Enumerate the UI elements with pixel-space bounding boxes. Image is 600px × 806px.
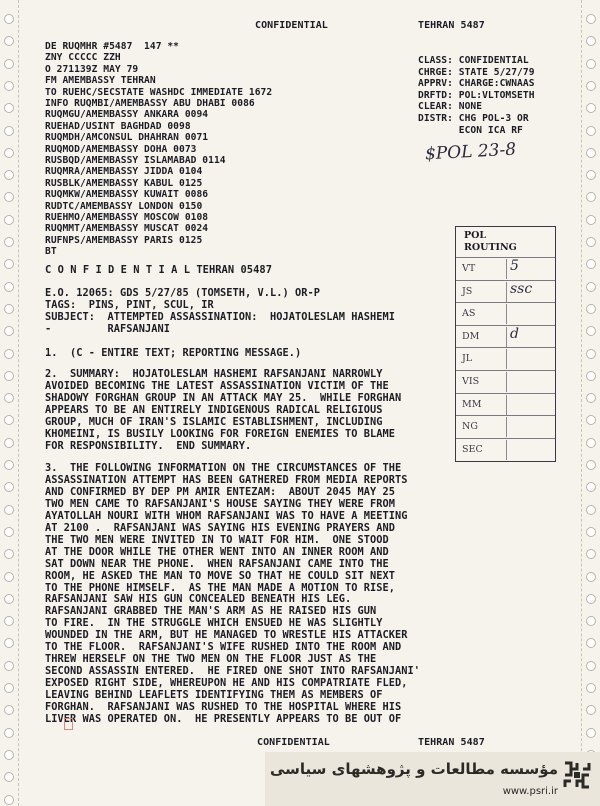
header-reference: TEHRAN 5487: [418, 20, 485, 31]
feed-hole: [4, 705, 14, 715]
paragraph-line: TO FIRE. IN THE STRUGGLE WHICH ENSUED HE WAS SLIGHTLY: [45, 617, 383, 630]
feed-hole: [4, 103, 14, 113]
feed-hole: [586, 460, 596, 470]
routing-row: [456, 415, 555, 438]
feed-hole: [586, 326, 596, 336]
paragraph-line: KHOMEINI, IS BUSILY LOOKING FOR FOREIGN ENEMIES TO BLAME: [45, 428, 395, 440]
metadata-line: CLEAR: NONE: [418, 101, 483, 113]
paragraph-line: FOR RESPONSIBILITY. END SUMMARY.: [45, 440, 252, 452]
paragraph-line: AYATOLLAH NOURI WITH WHOM RAFSANJANI WAS TO HAVE A MEETING: [45, 509, 408, 522]
eo-line: - RAFSANJANI: [45, 323, 170, 335]
feed-hole: [4, 304, 14, 314]
routing-line: RUSBQD/AMEMBASSY ISLAMABAD 0114: [45, 155, 226, 166]
feed-hole: [586, 36, 596, 46]
paragraph-line: RAFSANJANI GRABBED THE MAN'S ARM AS HE RAISED HIS GUN: [45, 605, 377, 618]
perforation-left: [18, 0, 19, 806]
routing-code: NG: [459, 417, 507, 437]
routing-line: RUEHAD/USINT BAGHDAD 0098: [45, 120, 191, 132]
paragraph-1: 1. (C - ENTIRE TEXT; REPORTING MESSAGE.): [45, 347, 302, 359]
routing-line: RUQMGU/AMEMBASSY ANKARA 0094: [45, 109, 209, 121]
routing-line: RUDTC/AMEMBASSY LONDON 0150: [45, 200, 203, 212]
feed-hole: [4, 393, 14, 403]
metadata-line: DISTR: CHG POL-3 OR: [418, 113, 529, 124]
feed-hole: [4, 505, 14, 515]
feed-hole: [4, 750, 14, 760]
footer-reference: TEHRAN 5487: [418, 737, 485, 748]
routing-line: BT: [45, 246, 57, 258]
feed-hole: [4, 772, 14, 782]
feed-hole: [4, 661, 14, 671]
classification-line: C O N F I D E N T I A L TEHRAN 05487: [45, 264, 273, 276]
feed-hole: [4, 683, 14, 693]
feed-hole: [4, 795, 14, 805]
feed-hole: [586, 14, 596, 24]
paragraph-line: AND CONFIRMED BY DEP PM AMIR ENTEZAM: ABOUT 2045 MAY 25: [45, 485, 395, 498]
feed-hole: [586, 527, 596, 537]
feed-hole: [586, 126, 596, 136]
paragraph-line: AVOIDED BECOMING THE LATEST ASSASSINATION VICTIM OF THE: [45, 380, 389, 392]
feed-hole: [4, 81, 14, 91]
routing-line: RUEHMO/AMEMBASSY MOSCOW 0108: [45, 212, 209, 223]
routing-line: O 271139Z MAY 79: [45, 63, 139, 75]
header-classification: CONFIDENTIAL: [255, 20, 328, 31]
routing-line: RUSBLK/AMEMBASSY KABUL 0125: [45, 177, 203, 189]
paragraph-line: FORGHAN. RAFSANJANI WAS RUSHED TO THE HOSPITAL WHERE HIS: [45, 701, 402, 713]
perforation-right: [581, 0, 582, 806]
routing-initial-mark: 5: [510, 258, 519, 274]
paragraph-line: TO THE FLOOR. RAFSANJANI'S WIFE RUSHED INTO THE ROOM AND: [45, 641, 402, 654]
feed-hole: [586, 215, 596, 225]
paragraph-line: 2. SUMMARY: HOJATOLESLAM HASHEMI RAFSANJANI NARROWLY: [45, 368, 383, 380]
red-mark: [64, 718, 73, 730]
feed-hole: [586, 638, 596, 648]
pol-routing-box: [455, 226, 556, 462]
feed-hole: [4, 126, 14, 136]
feed-hole: [586, 482, 596, 492]
routing-code: MM: [459, 395, 507, 415]
routing-line: FM AMEMBASSY TEHRAN: [45, 75, 156, 87]
metadata-line: CHRGE: STATE 5/27/79: [418, 66, 535, 78]
routing-line: RUQMDH/AMCONSUL DHAHRAN 0071: [45, 132, 209, 144]
routing-row: [456, 370, 555, 393]
routing-box-title: POL ROUTING: [464, 230, 517, 253]
feed-holes-left: [2, 0, 16, 806]
feed-hole: [586, 371, 596, 381]
paragraph-line: SHADOWY FORGHAN GROUP IN AN ATTACK MAY 25. WHILE FORGHAN: [45, 392, 402, 404]
metadata-line: DRFTD: POL:VLTOMSETH: [418, 89, 535, 101]
feed-hole: [4, 237, 14, 247]
feed-hole: [586, 148, 596, 158]
paragraph-line: AT THE DOOR WHILE THE OTHER WENT INTO AN INNER ROOM AND: [45, 545, 389, 558]
routing-line: DE RUQMHR #5487 147 **: [45, 41, 179, 52]
handwritten-file-note: $POL 23-8: [424, 139, 517, 165]
paragraph-line: LEAVING BEHIND LEAFLETS IDENTIFYING THEM AS MEMBERS OF: [45, 689, 383, 702]
routing-line: RUQMMT/AMEMBASSY MUSCAT 0024: [45, 223, 209, 235]
paragraph-line: TWO MEN CAME TO RAFSANJANI'S HOUSE SAYING THEY WERE FROM: [45, 497, 395, 510]
paragraph-line: THE TWO MEN WERE INVITED IN TO WAIT FOR HIM. ONE STOOD: [45, 533, 389, 546]
routing-code: JL: [459, 349, 507, 369]
publisher-url: www.psri.ir: [502, 786, 558, 797]
paragraph-line: APPEARS TO BE AN ENTIRELY INDIGENOUS RADICAL RELIGIOUS: [45, 404, 383, 416]
feed-hole: [4, 36, 14, 46]
feed-hole: [586, 103, 596, 113]
feed-hole: [4, 349, 14, 359]
feed-hole: [4, 14, 14, 24]
feed-hole: [4, 527, 14, 537]
feed-hole: [4, 594, 14, 604]
paragraph-line: ROOM, HE ASKED THE MAN TO MOVE SO THAT HE COULD SIT NEXT: [45, 569, 395, 582]
feed-hole: [586, 349, 596, 359]
feed-hole: [4, 148, 14, 158]
feed-hole: [586, 505, 596, 515]
paragraph-line: SECOND ASSASSIN ENTERED. HE FIRED ONE SHOT INTO RAFSANJANI': [45, 665, 420, 678]
paragraph-line: RAFSANJANI SAW HIS GUN CONCEALED BENEATH HIS LEG.: [45, 593, 352, 606]
paragraph-line: LIVER WAS OPERATED ON. HE PRESENTLY APPEARS TO BE OUT OF: [45, 712, 402, 725]
paragraph-line: ASSASSINATION ATTEMPT HAS BEEN GATHERED FROM MEDIA REPORTS: [45, 473, 408, 486]
feed-hole: [4, 728, 14, 738]
feed-hole: [4, 170, 14, 180]
feed-hole: [586, 237, 596, 247]
eo-line: E.O. 12065: GDS 5/27/85 (TOMSETH, V.L.) OR-P: [45, 287, 320, 299]
paragraph-line: TO THE PHONE HIMSELF. AS THE MAN MADE A MOTION TO RISE,: [45, 581, 395, 594]
routing-line: INFO RUQMBI/AMEMBASSY ABU DHABI 0086: [45, 98, 255, 109]
feed-hole: [586, 616, 596, 626]
feed-hole: [4, 326, 14, 336]
feed-hole: [586, 728, 596, 738]
feed-hole: [586, 192, 596, 202]
feed-hole: [4, 415, 14, 425]
routing-line: RUQMRA/AMEMBASSY JIDDA 0104: [45, 166, 203, 178]
paragraph-line: AT 2100 . RAFSANJANI WAS SAYING HIS EVENING PRAYERS AND: [45, 521, 395, 534]
routing-row: [456, 393, 555, 416]
routing-row: [456, 325, 555, 348]
feed-hole: [586, 304, 596, 314]
feed-hole: [4, 192, 14, 202]
publisher-name: مؤسسه مطالعات و پژوهشهای سیاسی: [269, 760, 558, 778]
routing-code: VIS: [459, 372, 507, 392]
feed-hole: [4, 482, 14, 492]
routing-row: [456, 257, 555, 280]
feed-hole: [586, 572, 596, 582]
routing-code: AS: [459, 304, 507, 324]
paragraph-line: THREW HERSELF ON THE TWO MEN ON THE FLOOR JUST AS THE: [45, 653, 377, 666]
paragraph-line: GROUP, MUCH OF IRAN'S ISLAMIC ESTABLISHMENT, INCLUDING: [45, 416, 383, 428]
feed-hole: [586, 81, 596, 91]
routing-code: DM: [459, 327, 507, 347]
feed-hole: [586, 170, 596, 180]
feed-hole: [586, 438, 596, 448]
routing-row: [456, 438, 555, 461]
feed-hole: [4, 572, 14, 582]
paragraph-line: SAT DOWN NEAR THE PHONE. WHEN RAFSANJANI CAME INTO THE: [45, 557, 389, 570]
feed-hole: [586, 415, 596, 425]
routing-initial-mark: d: [510, 325, 519, 342]
feed-hole: [586, 683, 596, 693]
feed-hole: [4, 259, 14, 269]
metadata-line: CLASS: CONFIDENTIAL: [418, 55, 529, 66]
feed-holes-right: [584, 0, 598, 806]
paragraph-line: 3. THE FOLLOWING INFORMATION ON THE CIRCUMSTANCES OF THE: [45, 462, 402, 474]
feed-hole: [586, 705, 596, 715]
routing-line: RUQMKW/AMEMBASSY KUWAIT 0086: [45, 189, 209, 201]
routing-code: JS: [459, 282, 507, 302]
feed-hole: [4, 616, 14, 626]
metadata-line: ECON ICA RF: [418, 124, 523, 136]
feed-hole: [4, 638, 14, 648]
feed-hole: [586, 594, 596, 604]
routing-initial-mark: ssc: [510, 280, 533, 297]
routing-row: [456, 280, 555, 303]
routing-row: [456, 302, 555, 325]
routing-line: RUQMOD/AMEMBASSY DOHA 0073: [45, 143, 197, 155]
feed-hole: [586, 661, 596, 671]
routing-row: [456, 347, 555, 370]
feed-hole: [4, 549, 14, 559]
feed-hole: [586, 259, 596, 269]
paragraph-line: WOUNDED IN THE ARM, BUT HE MANAGED TO WRESTLE HIS ATTACKER: [45, 629, 408, 642]
eo-line: TAGS: PINS, PINT, SCUL, IR: [45, 299, 214, 311]
feed-hole: [586, 59, 596, 69]
feed-hole: [4, 460, 14, 470]
feed-hole: [586, 549, 596, 559]
feed-hole: [4, 438, 14, 448]
feed-hole: [586, 282, 596, 292]
routing-code: SEC: [459, 440, 507, 460]
feed-hole: [4, 371, 14, 381]
feed-hole: [4, 215, 14, 225]
routing-line: TO RUEHC/SECSTATE WASHDC IMMEDIATE 1672: [45, 86, 273, 98]
routing-code: VT: [459, 259, 507, 279]
feed-hole: [4, 282, 14, 292]
feed-hole: [4, 59, 14, 69]
paragraph-line: EXPOSED RIGHT SIDE, WHEREUPON HE AND HIS COMPATRIATE FLED,: [45, 677, 408, 690]
eo-line: SUBJECT: ATTEMPTED ASSASSINATION: HOJATOLESLAM HASHEMI: [45, 311, 395, 323]
publisher-logo-icon: [562, 760, 592, 790]
metadata-line: APPRV: CHARGE:CWNAAS: [418, 78, 535, 90]
routing-line: RUFNPS/AMEMBASSY PARIS 0125: [45, 234, 203, 246]
feed-hole: [586, 393, 596, 403]
routing-line: ZNY CCCCC ZZH: [45, 52, 121, 64]
footer-classification: CONFIDENTIAL: [257, 737, 330, 748]
